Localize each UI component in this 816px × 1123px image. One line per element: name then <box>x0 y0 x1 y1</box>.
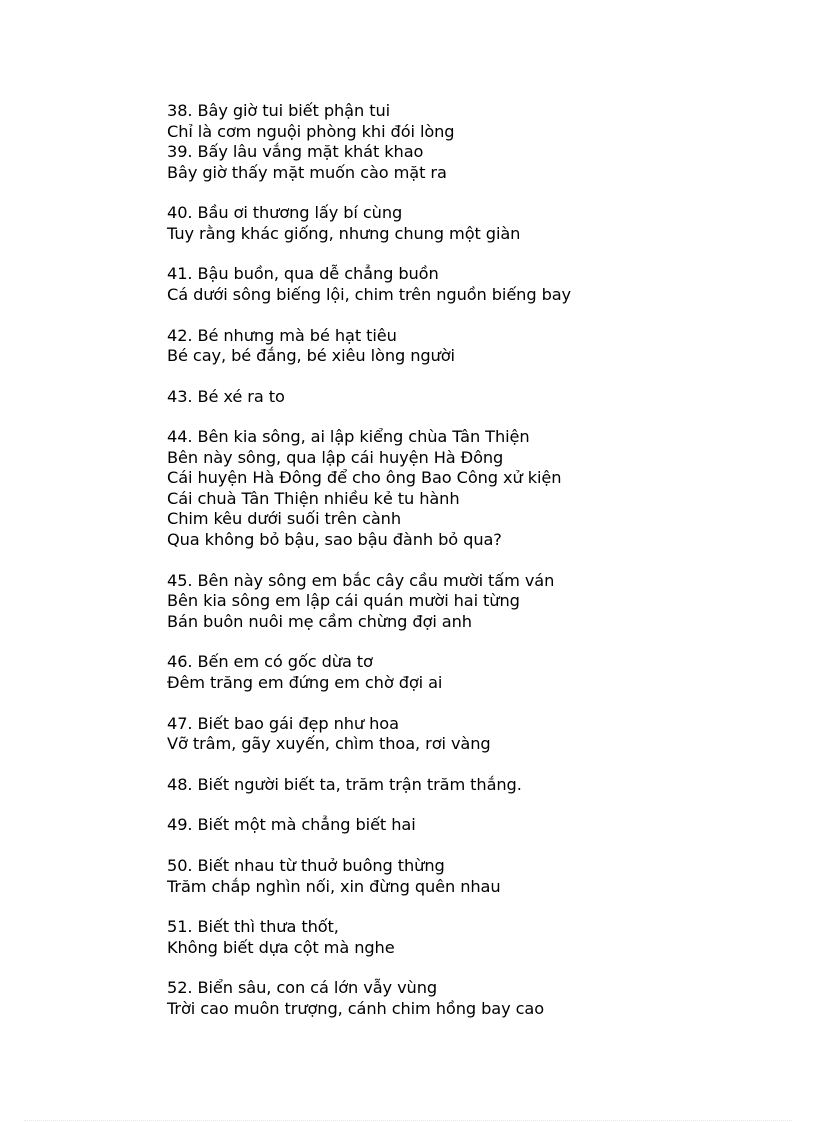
stanza-48 <box>167 775 787 796</box>
text-line: Cái huyện Hà Đông để cho ông Bao Công xử kiện <box>167 468 562 488</box>
text-line: 45. Bên này sông em bắc cây cầu mười tấm ván <box>167 570 555 590</box>
text-line: 51. Biết thì thưa thốt, <box>167 917 339 937</box>
text-line: Bên kia sông em lập cái quán mười hai từng <box>167 591 520 611</box>
text-line: 48. Biết người biết ta, trăm trận trăm thắng. <box>167 774 522 794</box>
text-line: 40. Bầu ơi thương lấy bí cùng <box>167 203 403 223</box>
stanza-gap <box>167 836 787 856</box>
stanza-38-39 <box>167 101 787 183</box>
stanza-45 <box>167 571 787 633</box>
text-line: 43. Bé xé ra to <box>167 386 285 406</box>
text-line: 47. Biết bao gái đẹp như hoa <box>167 713 399 733</box>
stanza-41 <box>167 264 787 305</box>
text-line: Qua không bỏ bậu, sao bậu đành bỏ qua? <box>167 529 502 549</box>
stanza-44 <box>167 427 787 550</box>
stanza-gap <box>167 897 787 917</box>
text-line: 41. Bậu buồn, qua dễ chẳng buồn <box>167 264 439 284</box>
stanza-gap <box>167 244 787 264</box>
text-line: 52. Biển sâu, con cá lớn vẫy vùng <box>167 978 438 998</box>
text-line: Không biết dựa cột mà nghe <box>167 937 395 957</box>
stanza-52 <box>167 978 787 1019</box>
text-line: Bán buôn nuôi mẹ cầm chừng đợi anh <box>167 611 472 631</box>
stanza-gap <box>167 305 787 325</box>
text-line: Cá dưới sông biếng lội, chim trên nguồn biếng bay <box>167 284 572 304</box>
stanza-49 <box>167 815 787 836</box>
text-line: 42. Bé nhưng mà bé hạt tiêu <box>167 325 397 345</box>
stanza-gap <box>167 755 787 775</box>
text-line: Vỡ trâm, gãy xuyến, chìm thoa, rơi vàng <box>167 734 491 753</box>
text-line: Bây giờ thấy mặt muốn cào mặt ra <box>167 162 447 182</box>
stanza-43 <box>167 387 787 408</box>
text-line: Trời cao muôn trượng, cánh chim hồng bay cao <box>167 998 545 1018</box>
text-line: Chim kêu dưới suối trên cành <box>167 509 402 529</box>
text-line: Bên này sông, qua lập cái huyện Hà Đông <box>167 447 504 467</box>
stanza-40 <box>167 203 787 244</box>
stanza-51 <box>167 917 787 958</box>
proverb-list <box>167 101 787 1019</box>
page-bottom-divider <box>24 1120 792 1121</box>
stanza-gap <box>167 958 787 978</box>
stanza-gap <box>167 550 787 570</box>
stanza-50 <box>167 856 787 897</box>
text-line: Trăm chắp nghìn nối, xin đừng quên nhau <box>167 876 501 896</box>
stanza-gap <box>167 632 787 652</box>
stanza-47 <box>167 714 787 755</box>
text-line: 39. Bấy lâu vắng mặt khát khao <box>167 142 424 161</box>
stanza-gap <box>167 693 787 713</box>
stanza-46 <box>167 652 787 693</box>
text-line: Tuy rằng khác giống, nhưng chung một giàn <box>167 223 521 243</box>
text-line: Đêm trăng em đứng em chờ đợi ai <box>167 672 443 692</box>
text-line: 50. Biết nhau từ thuở buông thừng <box>167 856 445 876</box>
text-line: Chỉ là cơm nguội phòng khi đói lòng <box>167 121 455 141</box>
text-line: 44. Bên kia sông, ai lập kiểng chùa Tân Thiện <box>167 427 530 447</box>
stanza-gap <box>167 795 787 815</box>
text-line: Bé cay, bé đắng, bé xiêu lòng người <box>167 346 455 366</box>
stanza-gap <box>167 367 787 387</box>
stanza-42 <box>167 326 787 367</box>
text-line: 46. Bến em có gốc dừa tơ <box>167 652 373 672</box>
text-line: 49. Biết một mà chẳng biết hai <box>167 815 416 835</box>
stanza-gap <box>167 407 787 427</box>
text-line: Cái chuà Tân Thiện nhiều kẻ tu hành <box>167 488 460 508</box>
text-line: 38. Bây giờ tui biết phận tui <box>167 101 390 120</box>
stanza-gap <box>167 183 787 203</box>
